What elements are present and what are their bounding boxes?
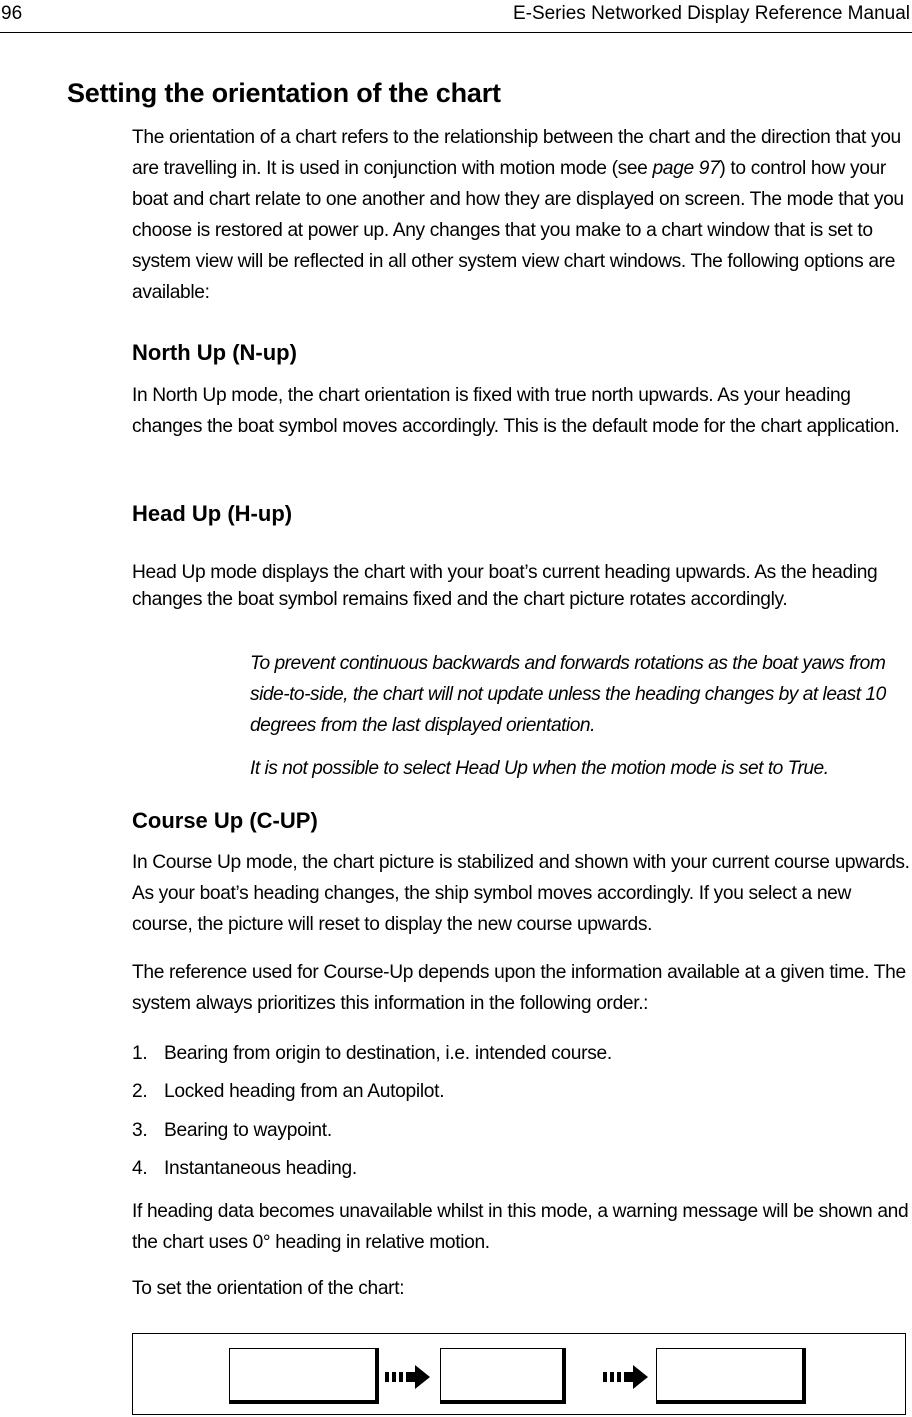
page-number: 96 — [1, 3, 23, 24]
procedure-intro: To set the orientation of the chart: — [132, 1278, 405, 1299]
head-up-note-true-motion: It is not possible to select Head Up when the motion mode is set to True. — [250, 758, 829, 779]
course-up-paragraph: In Course Up mode, the chart picture is stabilized and shown with your current course upwards. As your boat’s heading changes, the ship symbol moves accordingly. If you select a new course, the picture will reset to display the new course upwards. — [132, 852, 910, 935]
intro-text-end: ) to control how your boat and chart relate to one another and how they are displayed on screen. The mode that you choose is restored at power up. Any changes that you make to a chart window that is set to system view will be reflected in all other system view chart windows. The following options are available: — [132, 158, 904, 303]
softkey-step-1[interactable] — [229, 1348, 379, 1404]
intro-paragraph — [132, 122, 912, 308]
north-up-paragraph: In North Up mode, the chart orientation is fixed with true north upwards. As your heading changes the boat symbol moves accordingly. This is the default mode for the chart application. — [132, 385, 900, 437]
course-up-heading: Course Up (C-UP) — [132, 808, 318, 833]
softkey-step-3[interactable] — [656, 1348, 806, 1404]
softkey-step-2[interactable] — [440, 1348, 566, 1404]
list-item-text: Instantaneous heading. — [164, 1158, 357, 1179]
list-item-number: 4. — [132, 1158, 148, 1179]
running-title: E-Series Networked Display Reference Manual — [512, 3, 910, 24]
head-up-heading: Head Up (H-up) — [132, 501, 293, 526]
right-arrow-icon — [603, 1364, 649, 1390]
list-item-text: Bearing to waypoint. — [164, 1120, 332, 1141]
heading-warning-paragraph: If heading data becomes unavailable whilst in this mode, a warning message will be shown and the chart uses 0° heading in relative motion. — [132, 1201, 909, 1253]
list-item-number: 1. — [132, 1043, 148, 1064]
page-link[interactable]: page 97 — [652, 158, 720, 179]
course-up-reference-paragraph: The reference used for Course-Up depends upon the information available at a given time. The system always prioritizes this information in the following order.: — [132, 962, 906, 1014]
list-item-text: Locked heading from an Autopilot. — [164, 1081, 445, 1102]
section-title: Setting the orientation of the chart — [67, 78, 501, 108]
list-item — [132, 1153, 832, 1184]
softkey-sequence-panel — [132, 1333, 906, 1415]
right-arrow-icon — [385, 1364, 431, 1390]
list-item — [132, 1076, 832, 1107]
list-item-text: Bearing from origin to destination, i.e. intended course. — [164, 1043, 612, 1064]
list-item-number: 3. — [132, 1120, 148, 1141]
north-up-heading: North Up (N-up) — [132, 340, 297, 365]
intro-text-start: The orientation of a chart refers to the relationship between the chart and the direction that you are travelling in. It is used in conjunction with motion mode (see — [132, 127, 901, 179]
list-item-number: 2. — [132, 1081, 148, 1102]
head-up-paragraph: Head Up mode displays the chart with your boat’s current heading upwards. As the heading changes the boat symbol remains fixed and the chart picture rotates accordingly. — [132, 562, 878, 610]
list-item — [132, 1115, 832, 1146]
page-header — [0, 0, 912, 33]
head-up-note-rotation: To prevent continuous backwards and forwards rotations as the boat yaws from side-to-side, the chart will not update unless the heading changes by at least 10 degrees from the last displayed orientation. — [250, 653, 886, 736]
list-item — [132, 1038, 832, 1069]
